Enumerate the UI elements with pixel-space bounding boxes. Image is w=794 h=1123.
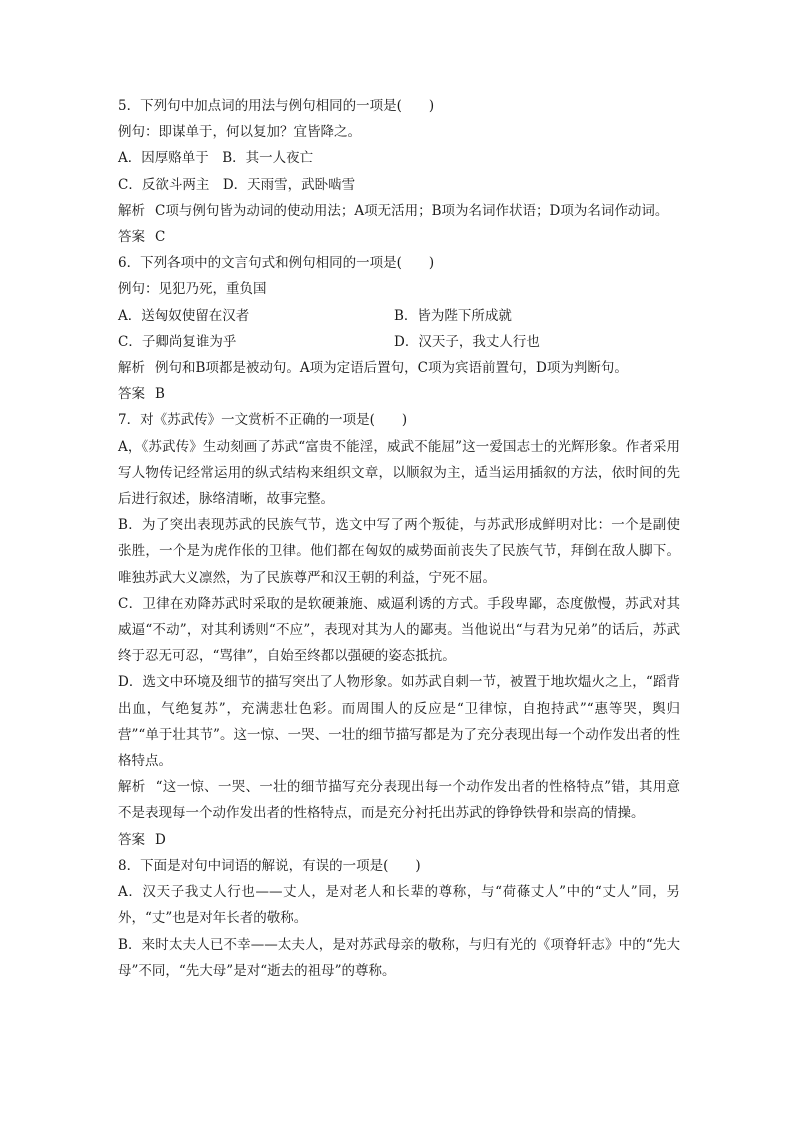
q5-stem: 5．下列句中加点词的用法与例句相同的一项是( ) xyxy=(118,98,435,114)
q7-option-c: C．卫律在劝降苏武时采取的是软硬兼施、威逼利诱的方式。手段卑鄙，态度傲慢，苏武对其威逼“不动”，对其利诱则“不应”，表现对其为人的鄙夷。当他说出“与君为兄弟”的话后，苏武终于忍无可忍，“骂律”，自始至终都以强硬的姿态抵抗。 xyxy=(118,595,680,665)
q6-analysis-text: 例句和B项都是被动句。A项为定语后置句，C项为宾语前置句，D项为判断句。 xyxy=(155,360,628,377)
q8-option-a: A．汉天子我丈人行也——丈人，是对老人和长辈的尊称，与“荷蓧丈人”中的“丈人”同，另外，“丈”也是对年长者的敬称。 xyxy=(118,884,680,927)
q5-options-ab: A．因厚赂单于 B．其一人夜亡 xyxy=(118,150,314,167)
q5-answer xyxy=(118,224,680,250)
analysis-label: 解析 xyxy=(118,202,145,219)
q5-options-cd: C．反欲斗两主 D．天雨雪，武卧啮雪 xyxy=(118,176,356,193)
q6-option-b: B．皆为陛下所成就 xyxy=(394,307,512,324)
q7-analysis xyxy=(118,774,680,826)
q6-option-a: A．送匈奴使留在汉者 xyxy=(118,307,250,324)
answer-label: 答案 xyxy=(118,831,145,848)
q5-analysis xyxy=(118,198,680,224)
q6-options-row-2 xyxy=(118,329,680,355)
q7-option-b: B．为了突出表现苏武的民族气节，选文中写了两个叛徒，与苏武形成鲜明对比：一个是副使张胜，一个是为虎作伥的卫律。他们都在匈奴的威势面前丧失了民族气节，拜倒在敌人脚下。唯独苏武大义凛然，为了民族尊严和汉王朝的利益，宁死不屈。 xyxy=(118,517,680,586)
q6-answer xyxy=(118,381,680,407)
q6-option-c: C．子卿尚复谁为乎 xyxy=(118,333,237,350)
q7-answer xyxy=(118,827,680,853)
q7-stem: 7．对《苏武传》一文赏析不正确的一项是( ) xyxy=(118,412,408,429)
q6-answer-value: B xyxy=(155,386,165,403)
analysis-label: 解析 xyxy=(118,779,146,796)
q8-option-b: B．来时太夫人已不幸——太夫人，是对苏武母亲的敬称，与归有光的《项脊轩志》中的“先大母”不同，“先大母”是对“逝去的祖母”的尊称。 xyxy=(118,936,680,979)
q5-example: 例句：即谋单于，何以复加？宜皆降之。 xyxy=(118,124,361,141)
q7-option-d: D．选文中环境及细节的描写突出了人物形象。如苏武自刺一节，被置于地坎煴火之上，“蹈背出血，气绝复苏”，充满悲壮色彩。而周围人的反应是“卫律惊，自抱持武”“惠等哭，舆归营”“单于壮其节”。这一惊、一哭、一壮的细节描写都是为了充分表现出每一个动作发出者的性格特点。 xyxy=(118,674,680,770)
q6-stem: 6．下列各项中的文言句式和例句相同的一项是( ) xyxy=(118,255,435,272)
q7-answer-value: D xyxy=(155,831,166,848)
q6-option-d: D．汉天子，我丈人行也 xyxy=(394,333,540,350)
q7-option-a: A，《苏武传》生动刻画了苏武“富贵不能淫，威武不能屈”这一爱国志士的光辉形象。作者采用写人物传记经常运用的纵式结构来组织文章，以顺叙为主，适当运用插叙的方法，依时间的先后进行叙述，脉络清晰，故事完整。 xyxy=(118,438,680,508)
q6-example: 例句：见犯乃死，重负国 xyxy=(118,281,267,298)
q6-analysis xyxy=(118,355,680,381)
q8-stem: 8．下面是对句中词语的解说，有误的一项是( ) xyxy=(118,857,421,874)
answer-label: 答案 xyxy=(118,386,145,403)
q5-analysis-text: C项与例句皆为动词的使动用法；A项无活用；B项为名词作状语；D项为名词作动词。 xyxy=(155,202,669,219)
q5-answer-value: C xyxy=(155,229,166,246)
q6-options-row-1 xyxy=(118,303,680,329)
q7-analysis-text: “这一惊、一哭、一壮的细节描写充分表现出每一个动作发出者的性格特点”错，其用意不是表现每一个动作发出者的性格特点，而是充分衬托出苏武的铮铮铁骨和崇高的情操。 xyxy=(118,779,680,822)
analysis-label: 解析 xyxy=(118,360,145,377)
question-content xyxy=(118,93,680,984)
answer-label: 答案 xyxy=(118,229,145,246)
